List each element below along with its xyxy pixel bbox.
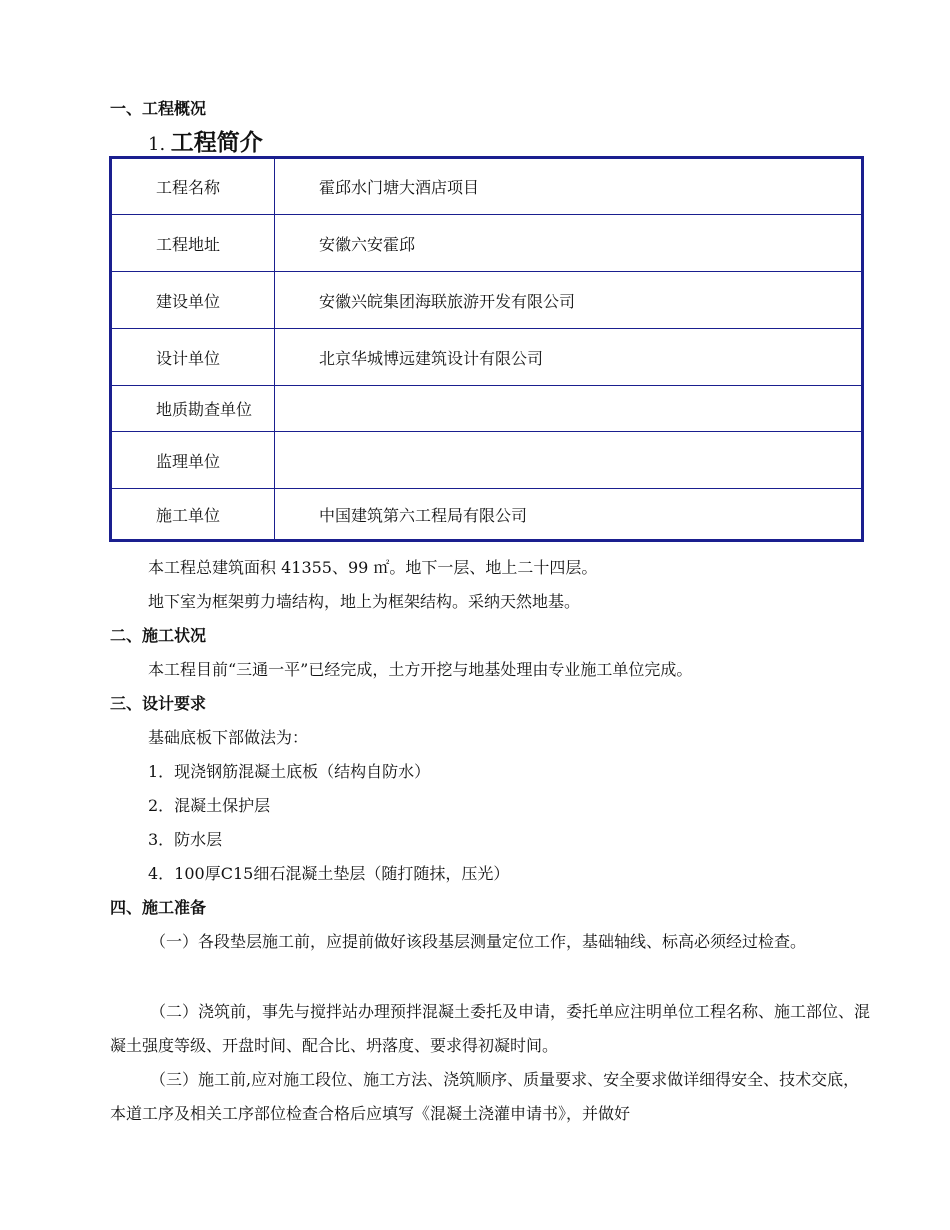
table-label-cell: 工程地址: [111, 215, 275, 272]
table-row: [111, 215, 863, 272]
status-paragraph: 本工程目前“三通一平”已经完成，土方开挖与地基处理由专业施工单位完成。: [148, 660, 693, 679]
project-info-table: [109, 156, 864, 542]
subsection-title: 工程简介: [170, 130, 263, 156]
table-value-cell: 北京华城博远建筑设计有限公司: [275, 329, 863, 386]
table-value-cell: 安徽兴皖集团海联旅游开发有限公司: [275, 272, 863, 329]
table-row: [111, 386, 863, 432]
section-heading-preparation: 四、施工准备: [110, 898, 207, 917]
prep-paragraph-1: （一）各段垫层施工前，应提前做好该段基层测量定位工作，基础轴线、标高必须经过检查。: [150, 932, 807, 951]
section-heading-overview: 一、工程概况: [110, 99, 207, 118]
table-label-cell: 施工单位: [111, 489, 275, 541]
table-label-cell: 设计单位: [111, 329, 275, 386]
table-value-cell: 中国建筑第六工程局有限公司: [275, 489, 863, 541]
table-label-cell: 监理单位: [111, 432, 275, 489]
table-value-cell: 霍邱水门塘大酒店项目: [275, 158, 863, 215]
section-heading-status: 二、施工状况: [110, 626, 207, 645]
table-row: [111, 158, 863, 215]
table-row: [111, 432, 863, 489]
design-item-4: 4．100厚C15细石混凝土垫层（随打随抹，压光）: [148, 864, 510, 883]
design-intro: 基础底板下部做法为：: [148, 728, 309, 747]
table-row: [111, 329, 863, 386]
table-label-cell: 地质勘查单位: [111, 386, 275, 432]
design-item-3: 3．防水层: [148, 830, 223, 849]
section-heading-design: 三、设计要求: [110, 694, 207, 713]
prep-paragraph-3: （三）施工前,应对施工段位、施工方法、浇筑顺序、质量要求、安全要求做详细得安全、技术交底，本道工序及相关工序部位检查合格后应填写《混凝土浇灌申请书》，并做好: [110, 1070, 860, 1123]
table-value-cell: [275, 386, 863, 432]
table-value-cell: 安徽六安霍邱: [275, 215, 863, 272]
table-label-cell: 建设单位: [111, 272, 275, 329]
table-row: [111, 272, 863, 329]
subsection-heading: [148, 124, 263, 157]
table-value-cell: [275, 432, 863, 489]
subsection-number: 1.: [148, 134, 166, 155]
design-item-2: 2．混凝土保护层: [148, 796, 271, 815]
table-row: [111, 489, 863, 541]
area-paragraph: 本工程总建筑面积 41355、99 ㎡。地下一层、地上二十四层。: [148, 558, 598, 577]
table-label-cell: 工程名称: [111, 158, 275, 215]
prep-paragraph-2: （二）浇筑前，事先与搅拌站办理预拌混凝土委托及申请，委托单应注明单位工程名称、施工部位、混凝土强度等级、开盘时间、配合比、坍落度、要求得初凝时间。: [110, 1002, 871, 1055]
structure-paragraph: 地下室为框架剪力墙结构，地上为框架结构。采纳天然地基。: [148, 592, 581, 611]
design-item-1: 1．现浇钢筋混凝土底板（结构自防水）: [148, 762, 431, 781]
